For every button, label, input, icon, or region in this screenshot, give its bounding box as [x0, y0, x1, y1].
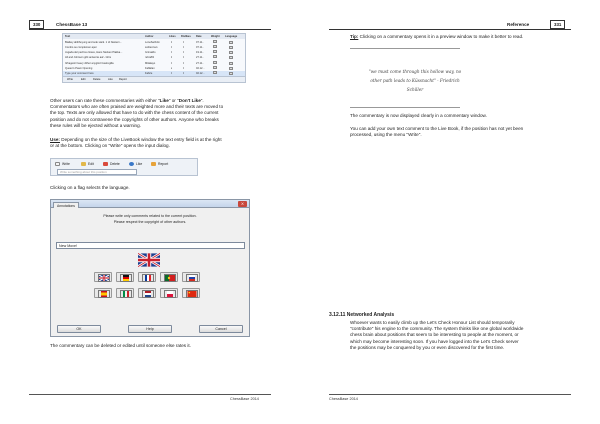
portugal-flag-icon: [164, 274, 176, 282]
flag-button-italy[interactable]: [116, 288, 134, 298]
flag-button-russia[interactable]: [182, 272, 200, 282]
tip-label: Tip:: [350, 34, 359, 39]
flag-button-france[interactable]: [138, 272, 156, 282]
flag-button-germany[interactable]: [116, 272, 134, 282]
russia-flag-icon: [186, 274, 198, 282]
comment-input[interactable]: Write something about this position: [57, 169, 137, 175]
like-button[interactable]: Like: [108, 78, 113, 81]
column-header-language: Language: [225, 35, 238, 38]
report-button[interactable]: Report: [119, 78, 127, 81]
language-flag-icon: [229, 72, 233, 75]
like-button[interactable]: Like: [129, 161, 142, 168]
delete-icon: [103, 162, 108, 166]
quote-rule-top: [350, 48, 460, 49]
commentary-window-paragraph: The commentary is now displayed clearly in a commentary window.: [350, 113, 487, 118]
flag-button-china[interactable]: [182, 288, 200, 298]
quote-rule-bottom: [350, 107, 460, 108]
write-button[interactable]: Write: [55, 161, 70, 168]
table-row[interactable]: Białkey ablitheyung and sole stark. 1 of Nestern... LoneSarhdm 1 0 07.11...: [63, 40, 245, 45]
section-heading: 3.12.11 Networked Analysis: [329, 312, 395, 318]
weight-icon: [213, 55, 217, 58]
language-flag-icon: [229, 62, 233, 65]
pencil-icon: [81, 162, 86, 166]
delete-button[interactable]: Delete: [103, 161, 120, 168]
column-header-author: Author: [145, 35, 154, 38]
germany-flag-icon: [120, 274, 132, 282]
column-header-weight: Weight: [211, 35, 220, 38]
language-flag-icon: [229, 46, 233, 49]
edit-button[interactable]: Edit: [81, 161, 94, 168]
networked-analysis-paragraph: Whoever wants to easily climb up the Let's Check Honour List should temporarily "contribute" his engine to the community. The system thinks like one global worldwide chess brain about positions that seem to be interesting to people at the moment, or which may become interesting soon. If you have logged into the Let's Check server the positions may be conquered by you or even discovered for the first time.: [350, 320, 524, 350]
column-header-text: Text: [65, 35, 71, 38]
write-button[interactable]: Write: [67, 78, 74, 81]
footer-rule: [329, 394, 571, 395]
close-button[interactable]: X: [238, 201, 247, 207]
column-header-likes: Likes: [169, 35, 176, 38]
write-menu-paragraph: You can add your own text comment to the Live Book, if the position has not yet been processed, using the menu "Write".: [350, 126, 524, 138]
page-number: 331: [550, 20, 565, 29]
header-rule: [329, 29, 571, 30]
flag-button-spain[interactable]: [94, 288, 112, 298]
china-flag-icon: [186, 290, 198, 298]
right-page: [300, 0, 600, 424]
running-header: ChessBase 13: [56, 21, 88, 27]
page-number: 330: [29, 20, 44, 29]
weight-icon: [213, 66, 217, 69]
annotations-dialog-screenshot: [50, 199, 250, 337]
column-header-date: Date: [196, 35, 202, 38]
header-rule: [29, 29, 271, 30]
quote-preview: "we must come through this hollow way, no other path leads to Küssnacht" - Friedrich Schiller: [368, 69, 462, 92]
running-header: Reference: [507, 21, 530, 27]
flag-button-uk[interactable]: [94, 272, 112, 282]
france-flag-icon: [142, 274, 154, 282]
comment-field[interactable]: New Move!: [56, 242, 245, 249]
delete-edit-paragraph: The commentary can be deleted or edited until someone else rates it.: [50, 343, 191, 348]
like-term: Like: [159, 98, 169, 103]
delete-button[interactable]: Delete: [93, 78, 101, 81]
selected-language-flag-icon: [138, 253, 160, 267]
flag-button-portugal[interactable]: [160, 272, 178, 282]
table-row[interactable]: Queen's Pawn Opening FabElan 2 0 02.12...: [63, 66, 245, 71]
language-flag-icon: [229, 51, 233, 54]
flag-button-netherlands[interactable]: [138, 288, 156, 298]
tip-paragraph: Tip: Clicking on a commentary opens it in a preview window to make it better to read.: [350, 34, 524, 39]
cancel-button[interactable]: Cancel: [199, 325, 243, 333]
help-button[interactable]: Help: [128, 325, 172, 333]
language-flag-icon: [229, 67, 233, 70]
thumbs-up-icon: [129, 162, 134, 166]
table-row[interactable]: Type your comment here Fabrie 0 0 02.12...: [63, 71, 245, 76]
flag-paragraph: Clicking on a flag selects the language.: [50, 185, 130, 190]
weight-icon: [213, 71, 217, 74]
flag-button-poland[interactable]: [160, 288, 178, 298]
footer-text: ChessBase 2014: [329, 397, 358, 401]
italy-flag-icon: [120, 290, 132, 298]
language-flag-icon: [229, 56, 233, 59]
edit-button[interactable]: Edit: [81, 78, 86, 81]
report-icon: [151, 162, 156, 166]
poland-flag-icon: [164, 290, 176, 298]
table-toolbar: [63, 76, 245, 82]
table-header-row: [63, 34, 245, 39]
write-icon: [55, 162, 60, 166]
weight-icon: [213, 40, 217, 43]
ok-button[interactable]: OK: [57, 325, 101, 333]
dialog-message-1: Please write only comments related to the current position.: [103, 214, 197, 218]
uk-flag-icon: [98, 274, 110, 282]
table-row[interactable]: All and Johnson gibt antworte aaf - Ghis rehra83 1 0 27.11...: [63, 55, 245, 60]
netherlands-flag-icon: [142, 290, 154, 298]
dislike-term: Don't Like: [178, 98, 201, 103]
tab-annotations[interactable]: Annotations: [53, 202, 79, 209]
weight-icon: [213, 61, 217, 64]
livebook-toolbar-screenshot: [50, 158, 198, 176]
footer-text: ChessBase 2014: [230, 397, 259, 401]
language-flag-icon: [229, 41, 233, 44]
report-button[interactable]: Report: [151, 161, 168, 168]
ratings-paragraph: Other users can rate these commentaries with either "Like" or "Don't Like". Commentators who are often praised are weighted more and their texts are moved to the top. Texts are only allowed that have to do with the chess content of the current position and do not contravene the copyrights of other authors. Anyone who breaks these rules will be ejected without a warning.: [50, 98, 224, 128]
table-row[interactable]: Itrhagestr heavy dither anyglod Castregilla Milakayo 0 0 27.11...: [63, 61, 245, 66]
use-paragraph: Use: Depending on the size of the LiveBook window the text entry field is at the right or at the bottom. Clicking on "Write" opens the input dialog.: [50, 137, 222, 149]
commentary-table-screenshot: [62, 33, 246, 83]
spain-flag-icon: [98, 290, 110, 298]
use-label: Use:: [50, 137, 60, 142]
column-header-dislikes: Dislikes: [181, 35, 191, 38]
table-row[interactable]: Combo se complemen apei subtenrsvs 0 0 07.11...: [63, 45, 245, 50]
footer-rule: [29, 394, 271, 395]
table-row[interactable]: Jugada del pechos closes, Hans Nielsen Plakka... Grimaldo 0 0 19.11...: [63, 50, 245, 55]
dialog-message-2: Please respect the copyright of other authors.: [113, 220, 187, 224]
weight-icon: [213, 45, 217, 48]
dialog-titlebar: [51, 200, 249, 208]
weight-icon: [213, 50, 217, 53]
